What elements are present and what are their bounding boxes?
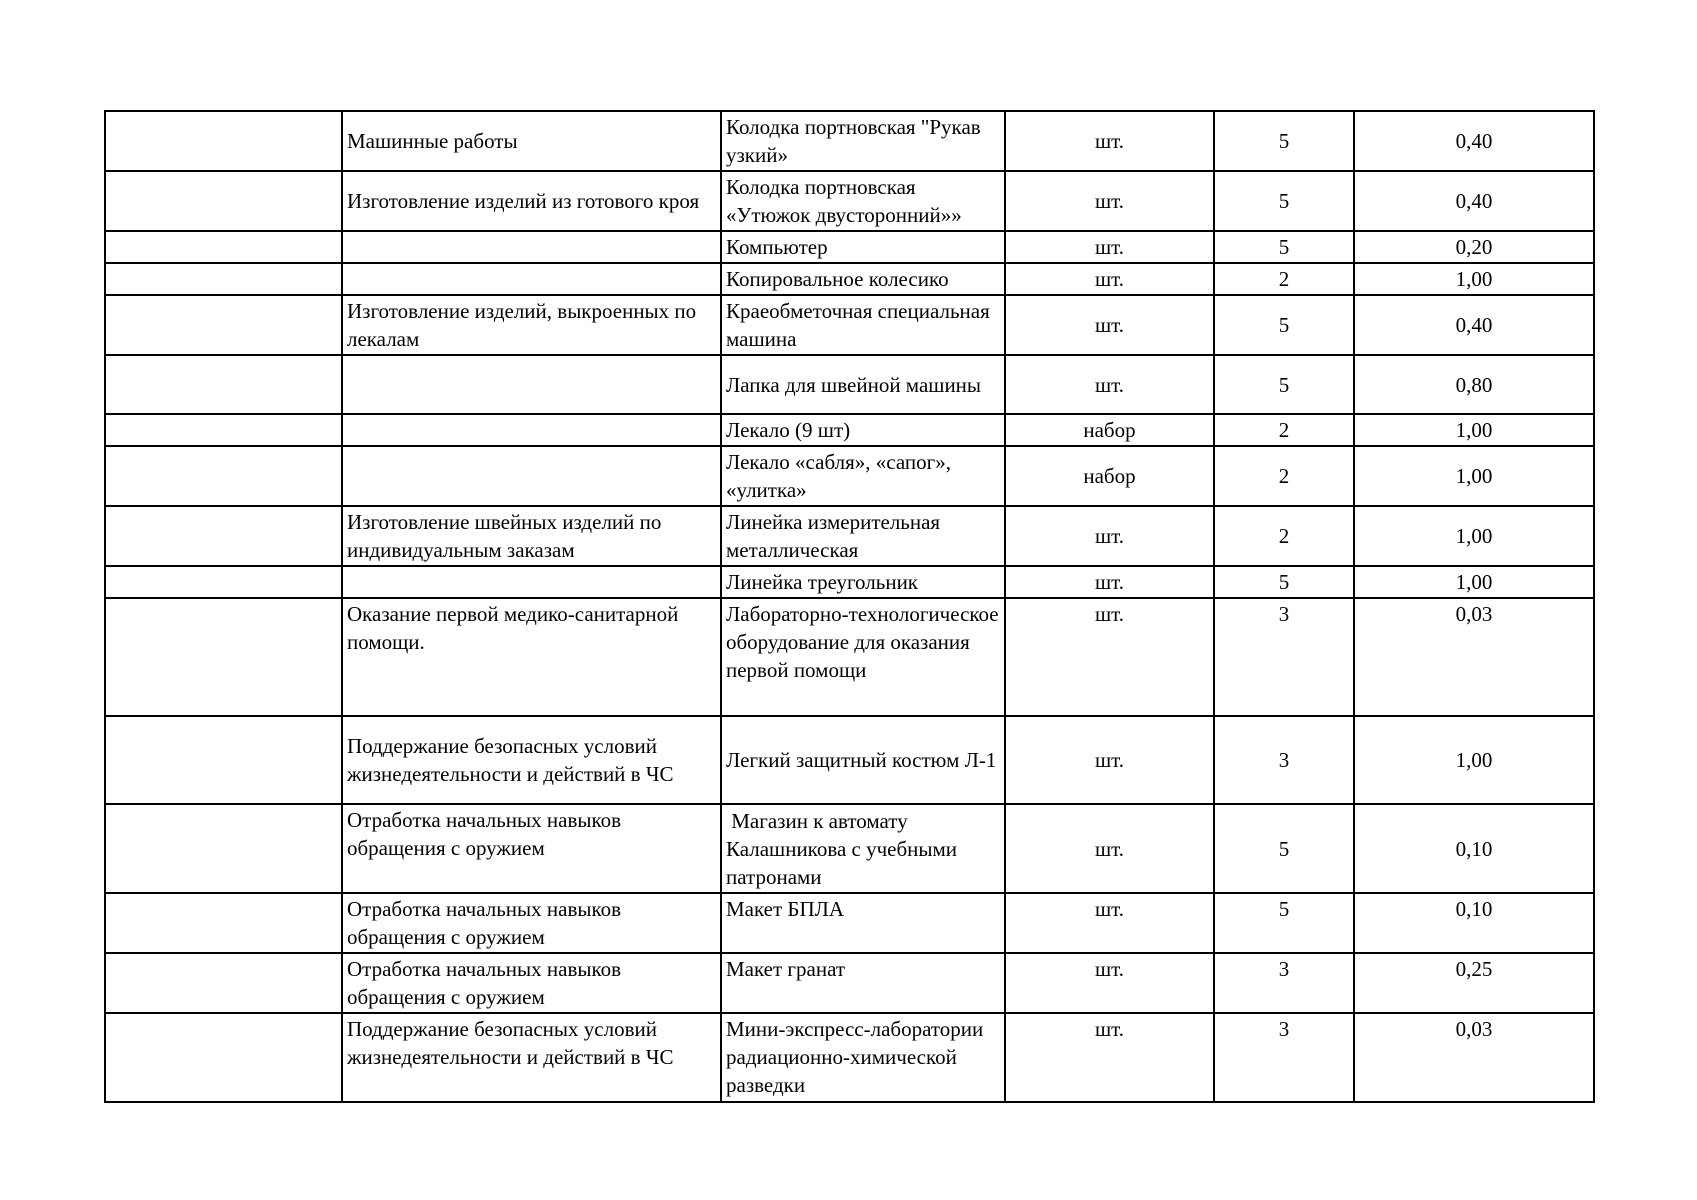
activity-cell: [342, 446, 721, 506]
quantity-cell: 3: [1214, 953, 1354, 1013]
coefficient-cell: 0,20: [1354, 231, 1594, 263]
coefficient-cell: 0,10: [1354, 804, 1594, 893]
coefficient-cell: 1,00: [1354, 566, 1594, 598]
quantity-cell: 2: [1214, 506, 1354, 566]
empty-cell: [105, 171, 342, 231]
quantity-cell: 5: [1214, 355, 1354, 414]
table-row: [105, 171, 1594, 231]
activity-cell: Изготовление изделий из готового кроя: [342, 171, 721, 231]
empty-cell: [105, 295, 342, 355]
table-row: [105, 414, 1594, 446]
empty-cell: [105, 446, 342, 506]
empty-cell: [105, 1013, 342, 1102]
table-row: [105, 893, 1594, 953]
table-row: [105, 1013, 1594, 1102]
activity-cell: [342, 231, 721, 263]
coefficient-cell: 0,40: [1354, 171, 1594, 231]
activity-cell: Поддержание безопасных условий жизнедеятельности и действий в ЧС: [342, 716, 721, 804]
item-cell: Магазин к автомату Калашникова с учебными патронами: [721, 804, 1005, 893]
unit-cell: шт.: [1005, 716, 1214, 804]
quantity-cell: 5: [1214, 566, 1354, 598]
table-row: [105, 716, 1594, 804]
table-row: [105, 804, 1594, 893]
activity-cell: Оказание первой медико-санитарной помощи.: [342, 598, 721, 716]
table-row: [105, 231, 1594, 263]
activity-cell: Изготовление швейных изделий по индивидуальным заказам: [342, 506, 721, 566]
empty-cell: [105, 598, 342, 716]
quantity-cell: 5: [1214, 171, 1354, 231]
coefficient-cell: 0,03: [1354, 1013, 1594, 1102]
quantity-cell: 5: [1214, 295, 1354, 355]
empty-cell: [105, 804, 342, 893]
item-cell: Колодка портновская "Рукав узкий»: [721, 111, 1005, 171]
unit-cell: шт.: [1005, 598, 1214, 716]
quantity-cell: 5: [1214, 804, 1354, 893]
quantity-cell: 2: [1214, 446, 1354, 506]
coefficient-cell: 1,00: [1354, 506, 1594, 566]
unit-cell: шт.: [1005, 506, 1214, 566]
empty-cell: [105, 355, 342, 414]
empty-cell: [105, 231, 342, 263]
item-cell: Лапка для швейной машины: [721, 355, 1005, 414]
coefficient-cell: 1,00: [1354, 414, 1594, 446]
empty-cell: [105, 414, 342, 446]
unit-cell: шт.: [1005, 355, 1214, 414]
activity-cell: [342, 566, 721, 598]
empty-cell: [105, 953, 342, 1013]
unit-cell: набор: [1005, 446, 1214, 506]
activity-cell: Отработка начальных навыков обращения с оружием: [342, 804, 721, 893]
activity-cell: Отработка начальных навыков обращения с оружием: [342, 893, 721, 953]
activity-cell: Изготовление изделий, выкроенных по лекалам: [342, 295, 721, 355]
coefficient-cell: 1,00: [1354, 716, 1594, 804]
coefficient-cell: 0,40: [1354, 295, 1594, 355]
activity-cell: Отработка начальных навыков обращения с оружием: [342, 953, 721, 1013]
coefficient-cell: 0,10: [1354, 893, 1594, 953]
unit-cell: шт.: [1005, 171, 1214, 231]
table-row: [105, 355, 1594, 414]
unit-cell: шт.: [1005, 893, 1214, 953]
table-row: [105, 263, 1594, 295]
item-cell: Лекало «сабля», «сапог», «улитка»: [721, 446, 1005, 506]
empty-cell: [105, 111, 342, 171]
activity-cell: Машинные работы: [342, 111, 721, 171]
item-cell: Краеобметочная специальная машина: [721, 295, 1005, 355]
coefficient-cell: 1,00: [1354, 446, 1594, 506]
empty-cell: [105, 506, 342, 566]
item-cell: Лекало (9 шт): [721, 414, 1005, 446]
empty-cell: [105, 716, 342, 804]
item-cell: Колодка портновская «Утюжок двусторонний»»: [721, 171, 1005, 231]
coefficient-cell: 0,03: [1354, 598, 1594, 716]
unit-cell: шт.: [1005, 263, 1214, 295]
coefficient-cell: 0,80: [1354, 355, 1594, 414]
activity-cell: [342, 355, 721, 414]
quantity-cell: 3: [1214, 1013, 1354, 1102]
table-row: [105, 295, 1594, 355]
quantity-cell: 3: [1214, 598, 1354, 716]
table-row: [105, 953, 1594, 1013]
unit-cell: шт.: [1005, 953, 1214, 1013]
item-cell: Легкий защитный костюм Л-1: [721, 716, 1005, 804]
unit-cell: набор: [1005, 414, 1214, 446]
equipment-table: [104, 110, 1595, 1103]
quantity-cell: 2: [1214, 263, 1354, 295]
table-row: [105, 111, 1594, 171]
activity-cell: [342, 263, 721, 295]
coefficient-cell: 0,40: [1354, 111, 1594, 171]
unit-cell: шт.: [1005, 566, 1214, 598]
coefficient-cell: 0,25: [1354, 953, 1594, 1013]
activity-cell: Поддержание безопасных условий жизнедеятельности и действий в ЧС: [342, 1013, 721, 1102]
coefficient-cell: 1,00: [1354, 263, 1594, 295]
unit-cell: шт.: [1005, 231, 1214, 263]
unit-cell: шт.: [1005, 804, 1214, 893]
item-cell: Макет гранат: [721, 953, 1005, 1013]
quantity-cell: 3: [1214, 716, 1354, 804]
item-cell: Линейка измерительная металлическая: [721, 506, 1005, 566]
item-cell: Мини-экспресс-лаборатории радиационно-химической разведки: [721, 1013, 1005, 1102]
empty-cell: [105, 893, 342, 953]
item-cell: Макет БПЛА: [721, 893, 1005, 953]
empty-cell: [105, 566, 342, 598]
item-cell: Лабораторно-технологическое оборудование для оказания первой помощи: [721, 598, 1005, 716]
quantity-cell: 5: [1214, 111, 1354, 171]
quantity-cell: 2: [1214, 414, 1354, 446]
table-row: [105, 506, 1594, 566]
table-row: [105, 446, 1594, 506]
activity-cell: [342, 414, 721, 446]
empty-cell: [105, 263, 342, 295]
item-cell: Копировальное колесико: [721, 263, 1005, 295]
item-cell: Линейка треугольник: [721, 566, 1005, 598]
quantity-cell: 5: [1214, 893, 1354, 953]
table-row: [105, 566, 1594, 598]
unit-cell: шт.: [1005, 1013, 1214, 1102]
item-cell: Компьютер: [721, 231, 1005, 263]
unit-cell: шт.: [1005, 295, 1214, 355]
quantity-cell: 5: [1214, 231, 1354, 263]
table-row: [105, 598, 1594, 716]
unit-cell: шт.: [1005, 111, 1214, 171]
